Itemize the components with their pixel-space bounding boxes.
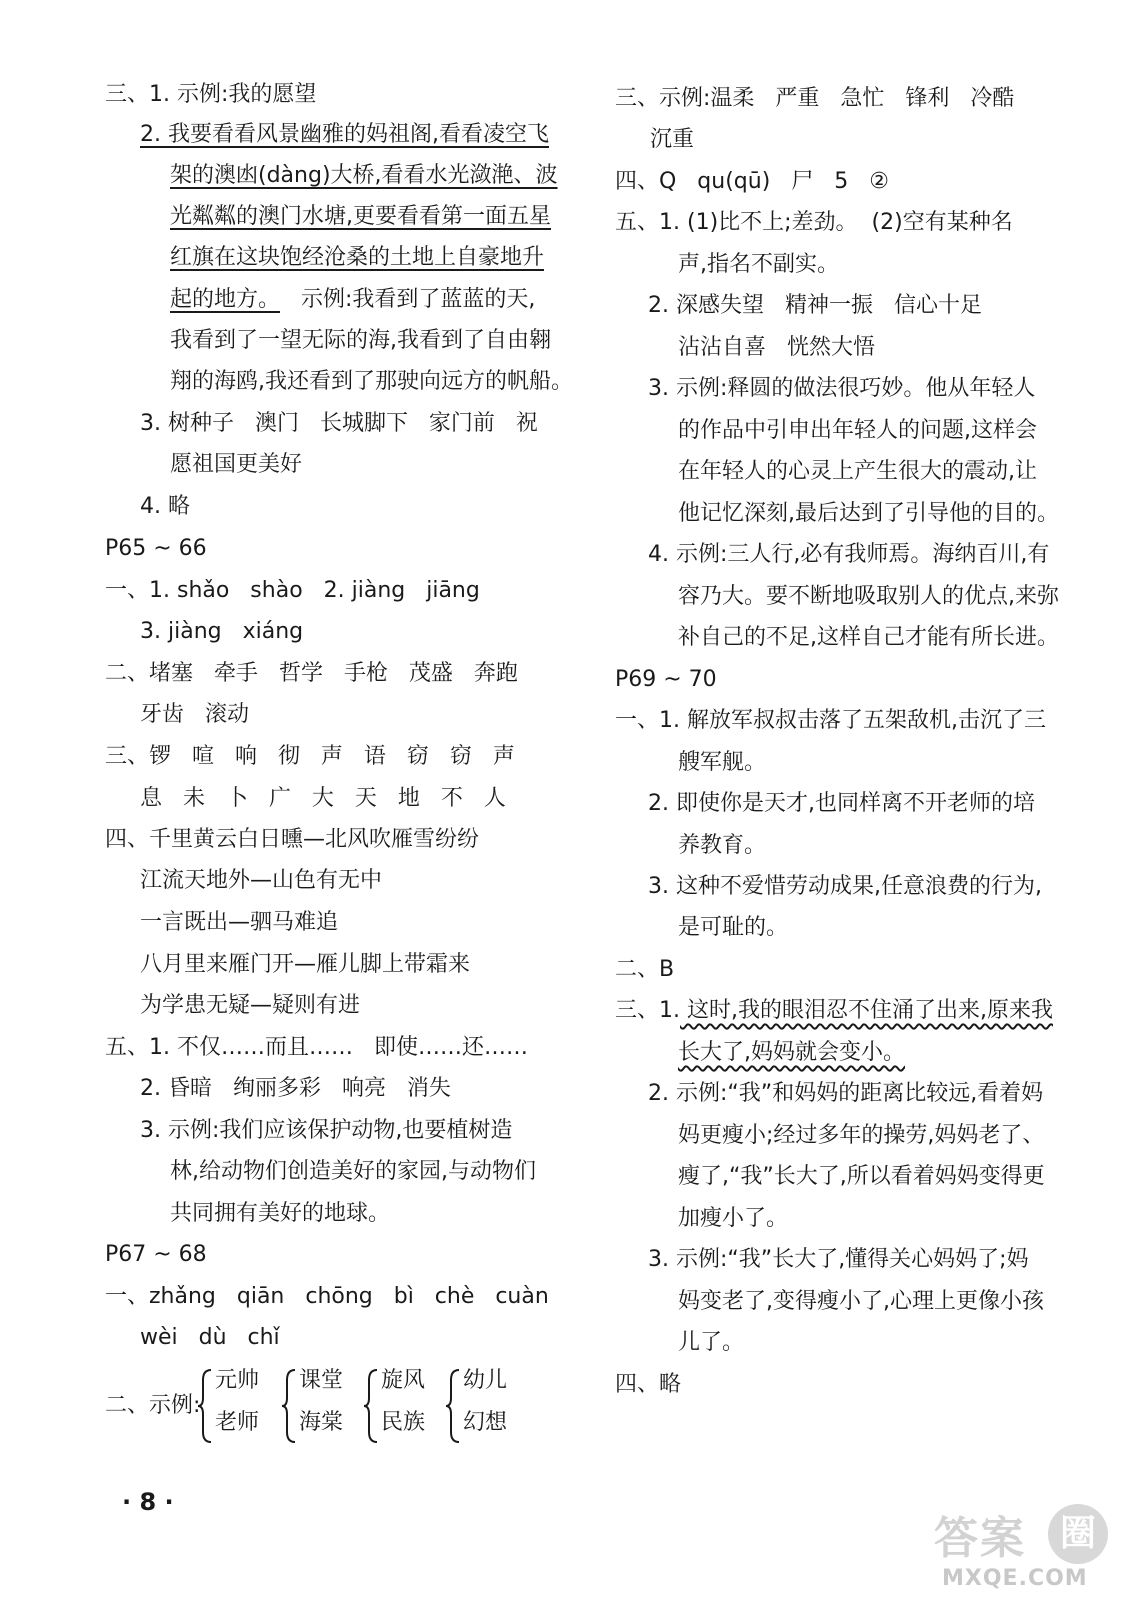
text-line: 三、1. 示例:我的愿望 [105, 82, 317, 107]
text-line: 一言既出—驷马难追 [140, 910, 339, 935]
brace-group [445, 1366, 535, 1446]
left-brace-icon [197, 1368, 213, 1444]
text-line: 儿了。 [678, 1330, 745, 1355]
text-line: 一、zhǎng qiān chōng bì chè cuàn [105, 1284, 549, 1309]
text-line: 声,指名不副实。 [678, 252, 839, 277]
text-line: 沾沾自喜 恍然大悟 [678, 335, 875, 360]
text-line: 我看到了一望无际的海,我看到了自由翱 [170, 328, 551, 353]
page-range-heading: P67 ~ 68 [105, 1242, 207, 1267]
watermark-badge: 圈 [1048, 1504, 1108, 1564]
brace-word-top: 幼儿 [463, 1368, 508, 1393]
text-line: 4. 示例:三人行,必有我师焉。海纳百川,有 [648, 542, 1050, 567]
text-line: 三、示例:温柔 严重 急忙 锋利 冷酷 [615, 86, 1015, 111]
brace-word-top: 元帅 [215, 1368, 260, 1393]
brace-group [363, 1366, 453, 1446]
text-line: 翔的海鸥,我还看到了那驶向远方的帆船。 [170, 369, 573, 394]
text-line: 2. 昏暗 绚丽多彩 响亮 消失 [140, 1076, 451, 1101]
text-line: 红旗在这块饱经沧桑的土地上自豪地升 [170, 245, 545, 270]
watermark-url: MXQE.COM [942, 1566, 1088, 1591]
text-line: 牙齿 滚动 [140, 702, 249, 727]
text-line: 瘦了,“我”长大了,所以看着妈妈变得更 [678, 1164, 1045, 1189]
watermark-logo [930, 1500, 1120, 1600]
text-line: 是可耻的。 [678, 915, 789, 940]
text-line: 一、1. shǎo shào 2. jiàng jiāng [105, 578, 480, 603]
text-line: 3. 这种不爱惜劳动成果,任意浪费的行为, [648, 874, 1042, 899]
text-line: 四、Q qu(qū) 尸 5 ② [615, 169, 889, 194]
text-line: 愿祖国更美好 [170, 452, 303, 477]
text-line: 长大了,妈妈就会变小。 [678, 1040, 905, 1065]
text-line: 在年轻人的心灵上产生很大的震动,让 [678, 459, 1037, 484]
text-line: 的作品中引申出年轻人的问题,这样会 [678, 418, 1037, 443]
page-number: · 8 · [122, 1488, 174, 1516]
text-line: 五、1. (1)比不上;差劲。 (2)空有某种名 [615, 210, 1013, 235]
text-line: 一、1. 解放军叔叔击落了五架敌机,击沉了三 [615, 708, 1046, 733]
brace-word-top: 课堂 [299, 1368, 344, 1393]
text-line: 架的澳凼(dàng)大桥,看看水光潋滟、波 [170, 163, 558, 188]
text-line: 3. jiàng xiáng [140, 619, 304, 644]
watermark-text: 答案 [934, 1513, 1026, 1564]
text-line: 妈更瘦小;经过多年的操劳,妈妈老了、 [678, 1123, 1045, 1148]
text-line: 加瘦小了。 [678, 1206, 789, 1231]
text-line: 3. 树种子 澳门 长城脚下 家门前 祝 [140, 411, 538, 436]
text-line: 二、B [615, 957, 675, 982]
text-line: 三、1. 这时,我的眼泪忍不住涌了出来,原来我 [615, 998, 1053, 1023]
text-line: 2. 示例:“我”和妈妈的距离比较远,看着妈 [648, 1081, 1044, 1106]
text-line: 3. 示例:“我”长大了,懂得关心妈妈了;妈 [648, 1247, 1029, 1272]
text-line: 三、锣 喧 响 彻 声 语 窃 窃 声 [105, 744, 515, 769]
text-line: 起的地方。 示例:我看到了蓝蓝的天, [170, 287, 536, 312]
left-brace-icon [363, 1368, 379, 1444]
text-line: 为学患无疑—疑则有进 [140, 993, 361, 1018]
text-line: 光粼粼的澳门水塘,更要看看第一面五星 [170, 204, 551, 229]
text-line: 他记忆深刻,最后达到了引导他的目的。 [678, 501, 1059, 526]
text-line: 林,给动物们创造美好的家园,与动物们 [170, 1159, 536, 1184]
text-line: 3. 示例:我们应该保护动物,也要植树造 [140, 1118, 513, 1143]
text-line: 五、1. 不仅……而且…… 即使……还…… [105, 1035, 528, 1060]
text-line: 沉重 [650, 127, 695, 152]
brace-word-bottom: 老师 [215, 1410, 260, 1435]
brace-section-label: 二、示例: [105, 1393, 201, 1418]
left-brace-icon [281, 1368, 297, 1444]
left-brace-icon [445, 1368, 461, 1444]
brace-word-top: 旋风 [381, 1368, 426, 1393]
brace-word-bottom: 民族 [381, 1410, 426, 1435]
page-range-heading: P65 ~ 66 [105, 536, 207, 561]
text-line: 二、堵塞 牵手 哲学 手枪 茂盛 奔跑 [105, 661, 518, 686]
text-line: 2. 深感失望 精神一振 信心十足 [648, 293, 982, 318]
synonym-brace-section [105, 1366, 565, 1446]
text-line: 艘军舰。 [678, 750, 767, 775]
text-line: 四、略 [615, 1372, 682, 1397]
text-line: 4. 略 [140, 494, 190, 519]
text-line: 养教育。 [678, 833, 767, 858]
text-line: 容乃大。要不断地吸取别人的优点,来弥 [678, 584, 1059, 609]
text-line: 3. 示例:释圆的做法很巧妙。他从年轻人 [648, 376, 1036, 401]
text-line: 八月里来雁门开—雁儿脚上带霜来 [140, 952, 471, 977]
text-line: 息 未 卜 广 大 天 地 不 人 [140, 786, 506, 811]
brace-group [197, 1366, 287, 1446]
text-line: 共同拥有美好的地球。 [170, 1201, 391, 1226]
text-line: 2. 即使你是天才,也同样离不开老师的培 [648, 791, 1035, 816]
brace-word-bottom: 海棠 [299, 1410, 344, 1435]
text-line: wèi dù chǐ [140, 1325, 280, 1350]
brace-group [281, 1366, 371, 1446]
text-line: 2. 我要看看风景幽雅的妈祖阁,看看凌空飞 [140, 122, 549, 147]
text-line: 补自己的不足,这样自己才能有所长进。 [678, 625, 1059, 650]
text-line: 江流天地外—山色有无中 [140, 868, 383, 893]
text-line: 妈变老了,变得瘦小了,心理上更像小孩 [678, 1289, 1044, 1314]
page-range-heading: P69 ~ 70 [615, 667, 717, 692]
text-line: 四、千里黄云白日曛—北风吹雁雪纷纷 [105, 827, 480, 852]
brace-word-bottom: 幻想 [463, 1410, 508, 1435]
